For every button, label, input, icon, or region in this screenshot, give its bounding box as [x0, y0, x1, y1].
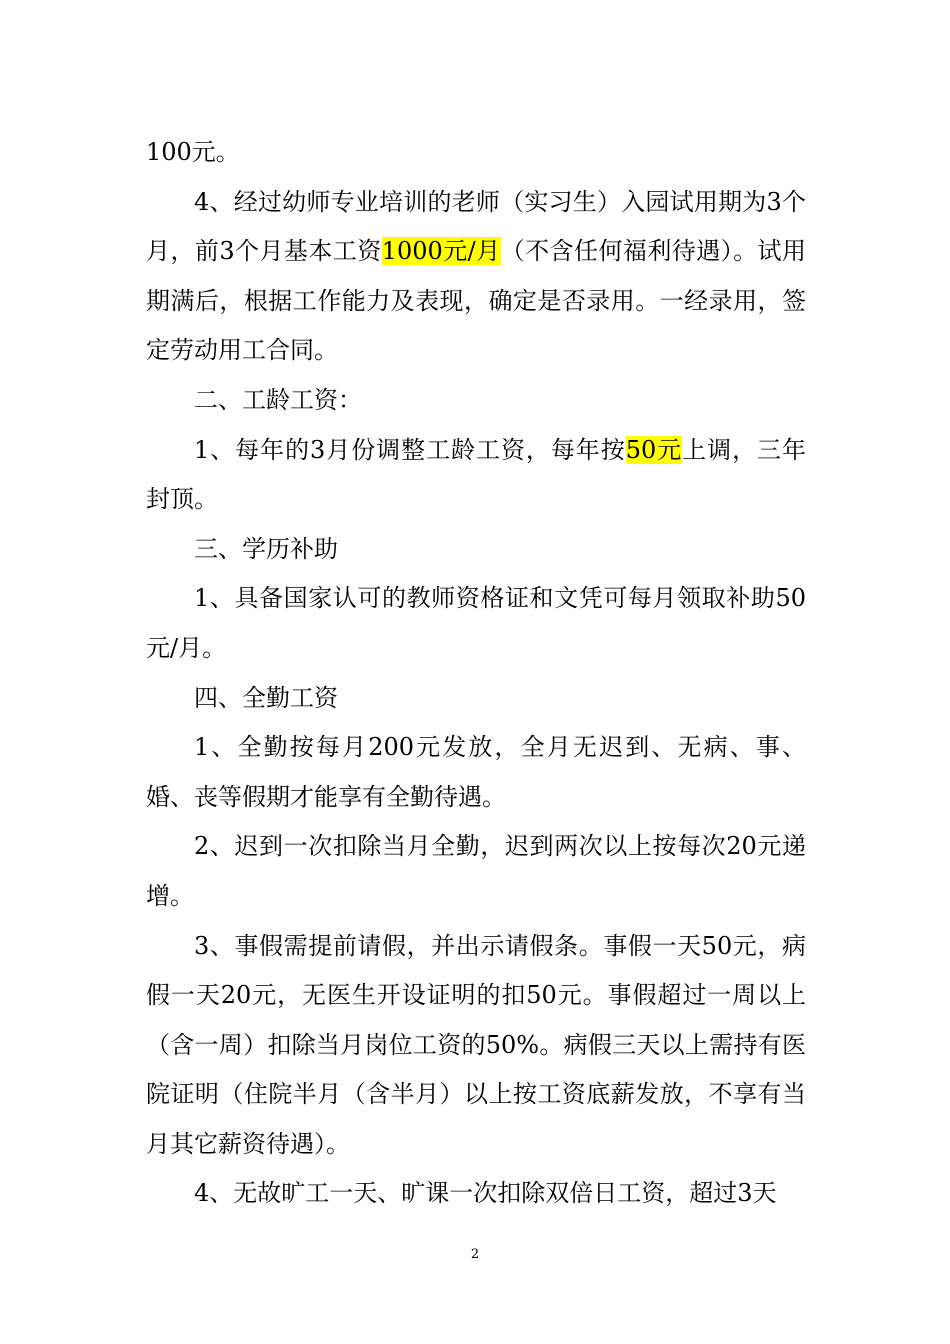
paragraph-attendance-1: 1、全勤按每月200元发放，全月无迟到、无病、事、婚、丧等假期才能享有全勤待遇。	[146, 733, 806, 811]
probation-text-end: （不含任何福利待遇）。试用期满后，根据工作能力及表现，确定是否录用。一经录用，签定劳动用工合同。	[146, 237, 807, 365]
paragraph-probation	[146, 178, 806, 376]
section-heading-education-subsidy: 三、学历补助	[194, 534, 338, 563]
paragraph-attendance-4: 4、无故旷工一天、旷课一次扣除双倍日工资，超过3天	[194, 1179, 777, 1208]
highlight-seniority-raise: 50元	[625, 435, 683, 464]
seniority-text-start: 1、每年的3月份调整工龄工资，每年按	[194, 435, 626, 464]
paragraph-seniority	[146, 426, 806, 525]
paragraph-continuation: 100元。	[146, 138, 240, 166]
seniority-text-end: 上调，三年封顶。	[146, 435, 806, 514]
paragraph-attendance-2: 2、迟到一次扣除当月全勤，迟到两次以上按每次20元递增。	[146, 832, 806, 910]
section-heading-seniority-pay: 二、工龄工资：	[194, 385, 362, 414]
probation-text-start: 4、经过幼师专业培训的老师（实习生）入园试用期为3个月，前3个月基本工资	[146, 187, 806, 266]
page-number: 2	[470, 1247, 480, 1262]
highlight-base-salary: 1000元/月	[381, 237, 501, 266]
section-heading-attendance-pay: 四、全勤工资	[194, 683, 338, 712]
paragraph-attendance-3: 3、事假需提前请假，并出示请假条。事假一天50元，病假一天20元，无医生开设证明的扣50元。事假超过一周以上（含一周）扣除当月岗位工资的50%。病假三天以上需持有医院证明（住院半月（含半月）以上按工资底薪发放，不享有当月其它薪资待遇）。	[146, 931, 806, 1158]
document-body	[146, 128, 806, 1219]
paragraph-education-subsidy: 1、具备国家认可的教师资格证和文凭可每月领取补助50元/月。	[146, 584, 806, 662]
